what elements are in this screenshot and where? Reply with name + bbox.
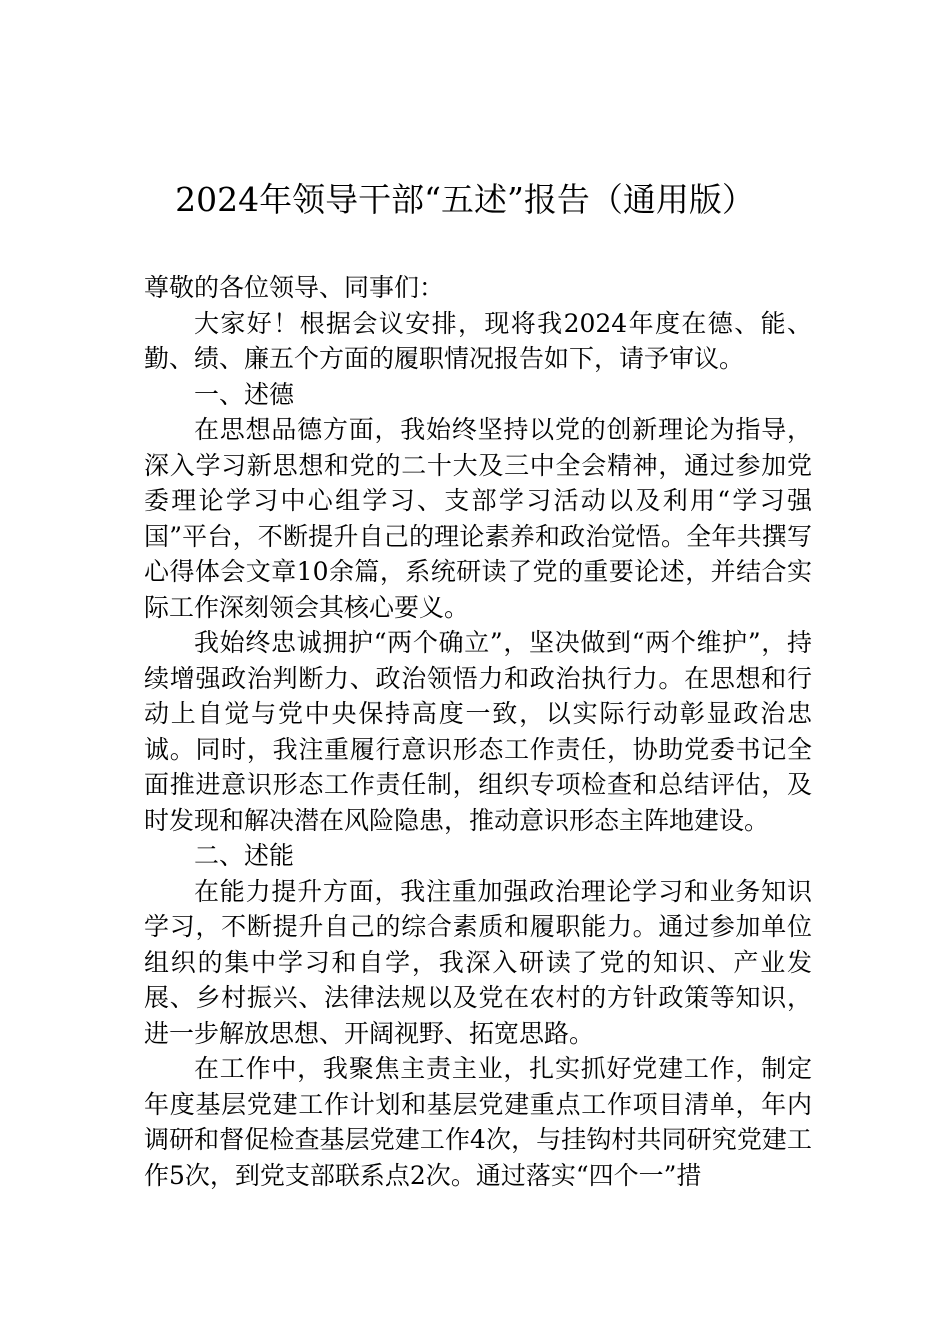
document-body bbox=[144, 270, 812, 1193]
paragraph-ability-2: 在工作中，我聚焦主责主业，扎实抓好党建工作，制定年度基层党建工作计划和基层党建重点工作项目清单，年内调研和督促检查基层党建工作4次，与挂钩村共同研究党建工作5次，到党支部联系点2次。通过落实“四个一”措 bbox=[144, 1054, 812, 1190]
section-heading-virtue: 一、述德 bbox=[194, 379, 295, 409]
paragraph-virtue-1: 在思想品德方面，我始终坚持以党的创新理论为指导，深入学习新思想和党的二十大及三中全会精神，通过参加党委理论学习中心组学习、支部学习活动以及利用“学习强国”平台，不断提升自己的理论素养和政治觉悟。全年共撰写心得体会文章10余篇，系统研读了党的重要论述，并结合实际工作深刻领会其核心要义。 bbox=[144, 415, 812, 622]
paragraph-intro: 大家好！根据会议安排，现将我2024年度在德、能、勤、绩、廉五个方面的履职情况报告如下，请予审议。 bbox=[144, 308, 812, 373]
paragraph-virtue-2: 我始终忠诚拥护“两个确立”，坚决做到“两个维护”，持续增强政治判断力、政治领悟力和政治执行力。在思想和行动上自觉与党中央保持高度一致，以实际行动彰显政治忠诚。同时，我注重履行意识形态工作责任，协助党委书记全面推进意识形态工作责任制，组织专项检查和总结评估，及时发现和解决潜在风险隐患，推动意识形态主阵地建设。 bbox=[144, 628, 812, 835]
salutation: 尊敬的各位领导、同事们： bbox=[144, 273, 445, 302]
section-heading-ability: 二、述能 bbox=[194, 841, 295, 870]
paragraph-ability-1: 在能力提升方面，我注重加强政治理论学习和业务知识学习，不断提升自己的综合素质和履职能力。通过参加单位组织的集中学习和自学，我深入研读了党的知识、产业发展、乡村振兴、法律法规以及党在农村的方针政策等知识，进一步解放思想、开阔视野、拓宽思路。 bbox=[144, 876, 812, 1048]
document-title: 2024年领导干部“五述”报告（通用版） bbox=[175, 180, 755, 219]
